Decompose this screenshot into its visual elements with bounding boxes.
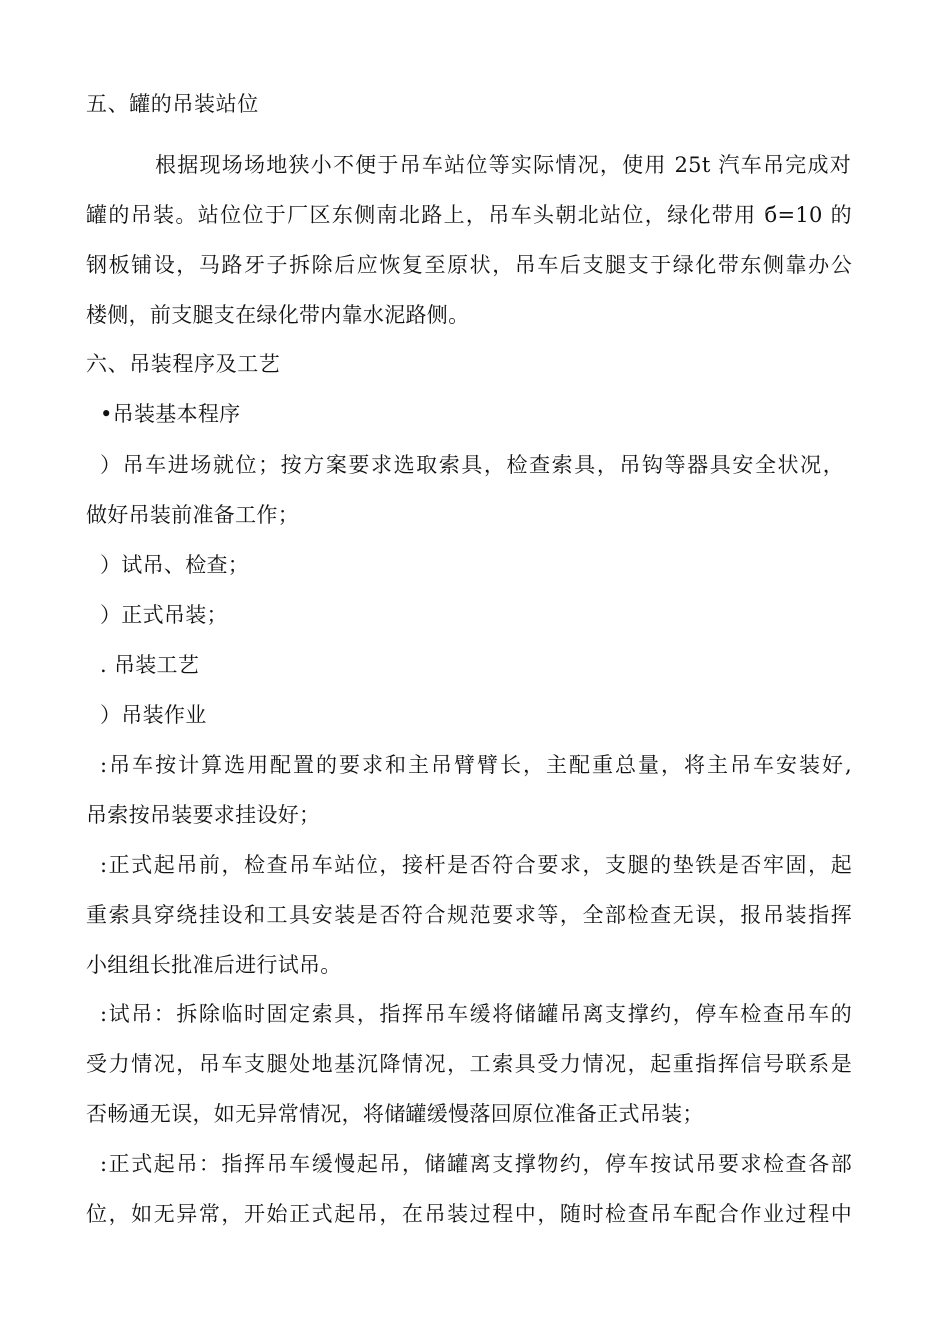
craft-item-2: :正式起吊前，检查吊车站位，接杆是否符合要求，支腿的垫铁是否牢固，起 <box>100 853 852 877</box>
craft-item-2-cont: 重索具穿绕挂设和工具安装是否符合规范要求等，全部检查无误，报吊装指挥 <box>86 903 852 927</box>
craft-item-3-cont: 否畅通无误，如无异常情况，将储罐缓慢落回原位准备正式吊装； <box>86 1102 704 1126</box>
paragraph-line: 钢板铺设，马路牙子拆除后应恢复至原状，吊车后支腿支于绿化带东侧靠办公 <box>86 253 852 277</box>
basic-procedure-heading: •吊装基本程序 <box>100 402 241 426</box>
craft-item-1-cont: 吊索按吊装要求挂设好； <box>86 803 321 827</box>
procedure-step-2: ）试吊、检查； <box>100 553 250 577</box>
paragraph-line: 罐的吊装。站位位于厂区东侧南北路上，吊车头朝北站位，绿化带用 б=10 的 <box>86 203 852 227</box>
section-5-title: 五、罐的吊装站位 <box>86 92 259 116</box>
craft-item-4-cont: 位，如无异常，开始正式起吊，在吊装过程中，随时检查吊车配合作业过程中 <box>86 1202 852 1226</box>
procedure-step-1-cont: 做好吊装前准备工作； <box>86 503 299 527</box>
craft-item-1: :吊车按计算选用配置的要求和主吊臂臂长，主配重总量，将主吊车安装好, <box>100 753 852 777</box>
paragraph-line: 根据现场场地狭小不便于吊车站位等实际情况，使用 25t 汽车吊完成对 <box>155 153 851 177</box>
craft-subheading: ）吊装作业 <box>100 703 207 727</box>
craft-item-3-cont: 受力情况，吊车支腿处地基沉降情况，工索具受力情况，起重指挥信号联系是 <box>86 1052 852 1076</box>
craft-item-2-cont: 小组组长批准后进行试吊。 <box>86 953 342 977</box>
craft-item-3: :试吊：拆除临时固定索具，指挥吊车缓将储罐吊离支撑约，停车检查吊车的 <box>100 1002 852 1026</box>
section-6-title: 六、吊装程序及工艺 <box>86 352 281 376</box>
craft-item-4: :正式起吊：指挥吊车缓慢起吊，储罐离支撑物约，停车按试吊要求检查各部 <box>100 1152 852 1176</box>
procedure-step-1: ）吊车进场就位；按方案要求选取索具，检查索具，吊钩等器具安全状况， <box>100 453 844 477</box>
procedure-step-3: ）正式吊装； <box>100 603 228 627</box>
craft-heading: . 吊装工艺 <box>100 653 200 677</box>
paragraph-line: 楼侧，前支腿支在绿化带内靠水泥路侧。 <box>86 303 470 327</box>
